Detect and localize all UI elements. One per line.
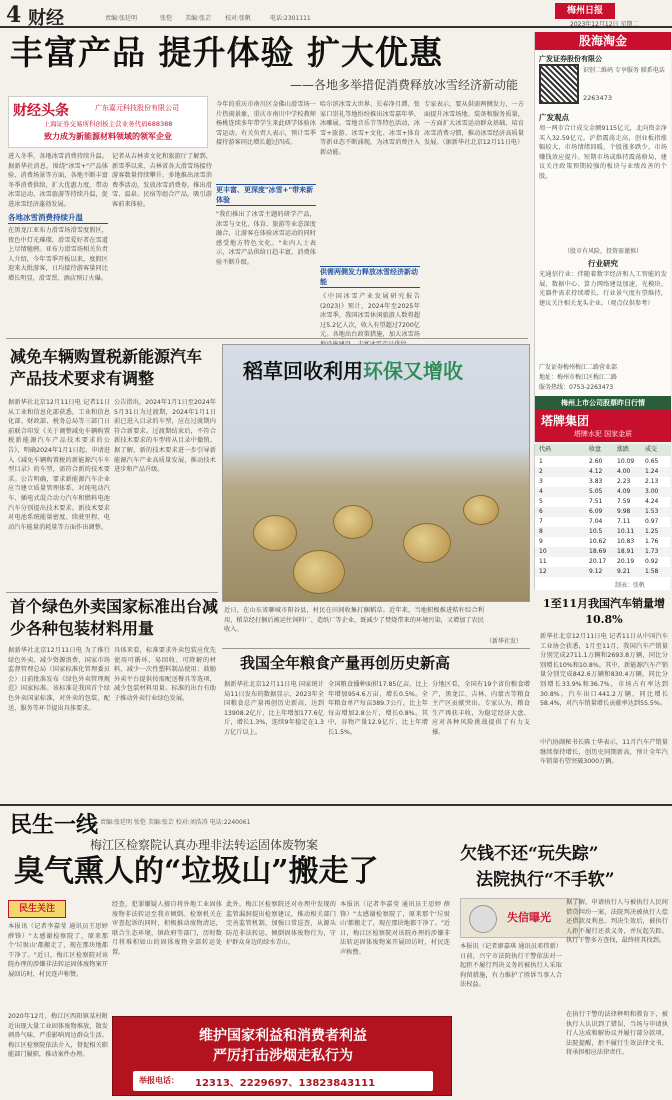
table-cell: 10 [539, 548, 547, 555]
table-cell: 1.73 [645, 548, 659, 555]
table-cell: 1.58 [645, 568, 659, 575]
table-cell: 10.11 [617, 528, 635, 535]
lower-body-1-cont: 本报讯（记者李嘉莹 通讯员王思婷 薛锋）"太感谢检察院了，原来那个'垃圾山'都搬走了，现在那块地都干净了。"近日，梅江区检察院对该院办理的涉嫌非法转运固体废物案开展回访时，村民连声称赞。 [340, 901, 450, 956]
tobacco-ad [112, 1016, 452, 1096]
right-headline-1: 欠钱不还“玩失踪” [460, 844, 599, 864]
ad-title-2: 严厉打击涉烟走私行为 [213, 1048, 353, 1064]
table-cell: 4.00 [617, 468, 631, 475]
qr-hint: 识别二维码 专享服务 联系电话 [583, 67, 665, 74]
car-body-2: 中汽协副秘书长陈士华表示，11月汽车产销量继续保持增长，创历史同期新高，预计全年汽车销量有望突破3000万辆。 [540, 739, 668, 766]
lead-body-1: 进入冬季，各地冰雪消费持续升温。据新华社消息，围绕"冰雪+"产品体验、消费场景等方面，各地不断丰富冬季消费供给，扩大优惠力度，带动冰雪运动、冰雪旅游等持续升温，促进冰雪经济蓬勃发展。 [8, 153, 108, 208]
table-cell: 2 [539, 468, 543, 475]
broker-footer-1: 广发证券梅州梅江二路营业部 [539, 364, 618, 371]
ad-phones: 12313、2229697、13823843111 [195, 1078, 376, 1089]
table-row [535, 537, 671, 547]
sponsor-box [8, 96, 208, 148]
table-cell: 9.98 [617, 508, 631, 515]
photo-caption: 近日，在山东省聊城市阳谷县，村民在田间收集打捆稻草。近年来，当地积极推进秸秆综合利用，稻草经打捆后被运往饲料厂、造纸厂等企业，既减少了焚烧带来的环境污染，又增加了农民收入。 [224, 607, 484, 634]
lead-body-2: 在黑龙江亚布力滑雪场滑雪度假区，夜色中灯光璀璨，滑雪爱好者在雪道上尽情驰骋。亚布力滑雪场相关负责人介绍，今年雪季开板以来，度假区迎来大批游客，日均接待游客量同比增长明显，滑雪票、酒店预订火爆。 [8, 227, 108, 282]
view-section: 广发观点 [539, 113, 569, 122]
table-cell: 20.19 [617, 558, 635, 565]
tax-body: 据新华社北京12月11日电 记者11日从工业和信息化部获悉，工业和信息化部、财政部、税务总局等三部门日前联合印发《关于调整减免车辆购置税新能源汽车产品技术要求的公告》，明确2024年1月1日起，申请进入《减免车辆购置税的新能源汽车车型目录》的车型，需符合新的技术要求。公告明确，要求新能源汽车企业应当建立质量管理体系，对纯电动汽车、插电式混合动力汽车和燃料电池汽车分别提出技术要求。新技术要求对电池系统能量密度、续驶里程、电动汽车能量消耗量等方面作出调整。 [8, 399, 110, 531]
divider [6, 338, 528, 339]
table-cell: 7.59 [617, 498, 631, 505]
table-cell: 1 [539, 458, 543, 465]
table-cell: 5 [539, 498, 543, 505]
view-text: 周一两市合计成交金额9115亿元，北向资金净买入32.59亿元。沪指震荡走高，创业板指涨幅较大，市场情绪回暖，个股涨多跌少，市场赚钱效应提升。短期市场或维持震荡格局，建议关注政策预期较强的板块与业绩改善的个股。 [539, 125, 667, 180]
table-cell: 1.25 [645, 528, 659, 535]
green-body: 据新华社北京12月11日电 为了推行绿色外卖、减少资源浪费，国家市场监督管理总局（国家标准化管理委员会）日前批准发布《绿色外卖管理规范》国家标准。该标准是我国首个绿色外卖国家标准，对外卖的包装、配送、服务等环节提出具体要求。 [8, 647, 110, 712]
col-code: 代码 [539, 446, 552, 453]
table-row [535, 457, 671, 467]
col-change: 涨跌 [617, 446, 630, 453]
lead-body-4: 今年的重庆市南川区金佛山滑雪场一片热闹景象，重庆市南川中学校教师杨桃连续多年带学生来此研学体验冰雪运动。有关负责人表示，预计雪季接待游客同比增长超过四成。 [216, 101, 316, 147]
price-table-title: 梅州上市公司股票昨日行情 [535, 396, 671, 410]
lower-body-1: 本报讯（记者李嘉莹 通讯员王思婷 薛锋）"太感谢检察院了，原来那个'垃圾山'都搬走了，现在那块地都干净了。"近日，梅江区检察院对该院办理的涉嫌非法转运固体废物案开展回访时，村民连声称赞。 [8, 923, 108, 978]
table-cell: 7.11 [617, 518, 631, 525]
lead-body-3: 记者从吉林省文化和旅游厅了解到，新雪季以来，吉林省各大滑雪场接待游客数量持续攀升。多地推出冰雪消费季活动，发放冰雪消费券，推出滑雪、温泉、民宿等组合产品，吸引游客前来体验。 [112, 153, 212, 208]
credit-tag: 失信曝光 [507, 911, 551, 924]
straw-bale [463, 495, 499, 525]
editor: 责编:张廷明 [105, 15, 138, 22]
table-cell: 4.24 [645, 498, 659, 505]
table-cell: 7 [539, 518, 543, 525]
table-cell: 9.21 [617, 568, 631, 575]
table-cell: 10.62 [589, 538, 607, 545]
table-cell: 4 [539, 488, 543, 495]
divider [6, 592, 218, 593]
credit-exposure-badge [460, 898, 580, 938]
table-cell: 6 [539, 508, 543, 515]
straw-bale [253, 515, 297, 551]
table-row [535, 557, 671, 567]
grain-title: 我国全年粮食产量再创历史新高 [240, 654, 451, 672]
table-cell: 20.17 [589, 558, 607, 565]
photo-credit: （新华社发） [486, 638, 523, 645]
table-cell: 4.12 [589, 468, 603, 475]
col-volume: 成交 [645, 446, 658, 453]
table-cell: 10.09 [617, 458, 635, 465]
building-icon [469, 905, 497, 933]
checker: 校对:张帆 [225, 15, 252, 22]
lead-body-7: 《中国冰雪产业发展研究报告(2023)》预计，2024年至2025年冰雪季，我国冰雪休闲旅游人数将超过5.2亿人次，收入有望超过7200亿元。各地出台政策措施，加大冰雪场 [320, 293, 420, 339]
table-cell: 18.91 [617, 548, 635, 555]
table-cell: 12 [539, 568, 547, 575]
broker-footer-2: 地址：梅州市梅江区梅江二路 [539, 374, 618, 381]
table-cell: 8 [539, 528, 543, 535]
table-cell: 18.69 [589, 548, 607, 555]
table-row [535, 547, 671, 557]
table-row [535, 467, 671, 477]
section-rule [0, 804, 672, 806]
phone: 电话:2301111 [270, 15, 311, 22]
tax-body-2: 公告指出，2024年1月1日至2024年5月31日为过渡期，2024年1月1日前已进入目录的车型，应在过渡期内符合新要求。过渡期结束后，不符合新技术要求的车型将从目录中撤销。据了解，新的技术要求进一步引导新能源汽车产业高质量发展，推动技术进步和产品升级。 [114, 399, 216, 474]
table-cell: 7.51 [589, 498, 603, 505]
broker-name: 广发证券股份有限公 [539, 55, 602, 63]
lead-subhead-1: 各地冰雪消费持续升温 [8, 212, 108, 224]
column-tag: 财经头条 [13, 103, 69, 119]
broker-footer-3: 服务热线：0753-2263473 [539, 384, 614, 391]
section-name: 财经 [28, 8, 64, 29]
table-cell: 2.23 [617, 478, 631, 485]
table-cell: 2.13 [645, 478, 659, 485]
photo-title-2: 环保又增收 [363, 359, 463, 383]
sponsor-slogan-2: 致力成为新能源材料领域的领军企业 [44, 132, 172, 141]
right-body-3: 在执行干警的法律释明和教育下，被执行人认识到了错误，当场与申请执行人达成和解协议并履行部分款项。法院提醒，拒不履行生效法律文书，将承担相应法律责任。 [566, 1011, 668, 1057]
straw-bale [403, 523, 451, 563]
table-row [535, 527, 671, 537]
right-body-2: 据了解，申请执行人与被执行人民间借贷纠纷一案，法院判决被执行人偿还借款及利息。判决生效后，被执行人拒不履行还款义务，并玩起失踪。执行干警多方查找，最终将其找到。 [566, 899, 668, 945]
green-title: 首个绿色外卖国家标准出台减少各种包装材料用量 [10, 597, 219, 638]
lower-editor: 责编:张廷明 张恺 美编:张芸 校对:刘浩涛 电话:2240061 [100, 819, 251, 826]
table-cell: 3 [539, 478, 543, 485]
research-text: 光通信行业：伴随着数字经济和人工智能的发展，数据中心、算力网络建设加速，光模块、光器件需求持续增长，行业景气度有望维持，建议关注相关龙头企业。（观点仅供参考） [539, 271, 667, 307]
lower-body-3: 经查，犯罪嫌疑人擅自将外地工业固体废物非法转运至我市倾倒。检察机关在审查起诉的同时，积极推动废物清运，联合生态环境、镇政府等部门，历时数月将堆积如山的固体废物全部转运处置。 [112, 901, 222, 956]
lead-subhead-2: 更丰富、更深度"冰雪+"带来新体验 [216, 184, 316, 206]
risk-disclaimer: （股市有风险，投资需谨慎） [563, 248, 642, 255]
table-note: 制表：张帆 [615, 582, 646, 589]
tax-title: 减免车辆购置税新能源汽车产品技术要求有调整 [10, 347, 203, 388]
straw-bale [333, 505, 373, 539]
table-cell: 4.09 [617, 488, 631, 495]
sponsor-name: 广东嘉元科技股份有限公司 [95, 104, 179, 112]
table-row [535, 567, 671, 577]
table-row [535, 477, 671, 487]
table-cell: 1.24 [645, 468, 659, 475]
car-title: 1至11月我国汽车销量增10.8% [543, 597, 665, 626]
table-cell: 10.5 [589, 528, 603, 535]
tapai-name: 塔牌集团 [541, 414, 590, 428]
right-headline-2: 法院执行“不手软” [476, 870, 615, 890]
price-table [534, 444, 670, 590]
qr-code-icon [539, 64, 579, 104]
lead-body-5: "我们推出了冰雪主题的研学产品，冰雪与文化、体育、旅游等业态深度融合，让游客在体验冰雪运动的同时感受地方特色文化。"业内人士表示，冰雪产品供给日趋丰富，消费体验不断升级。 [216, 211, 316, 266]
table-row [535, 497, 671, 507]
page-number: 4 [6, 2, 22, 28]
table-row [535, 487, 671, 497]
proofreader: 美编:张芸 [185, 15, 212, 22]
lower-section: 民生一线 [10, 812, 99, 838]
lower-body-4: 此外，梅江区检察院还对办理中发现的监管漏洞提出检察建议，推动相关部门完善监管机制，加强日常巡查，从源头防范非法转运、倾倒固体废物行为，守护群众身边的绿水青山。 [226, 901, 336, 947]
paper-logo: 梅州日报 [555, 3, 615, 19]
photo-title-1: 稻草回收利用 [243, 359, 363, 383]
stock-sidebar [534, 32, 670, 442]
table-cell: 1.53 [645, 508, 659, 515]
table-cell: 9 [539, 538, 543, 545]
price-table-header [535, 444, 671, 456]
table-cell: 9.12 [589, 568, 603, 575]
table-cell: 6.09 [589, 508, 603, 515]
divider [222, 648, 530, 649]
broker-phone: 2263473 [583, 94, 612, 102]
green-body-2: 具体来看，标准要求外卖包装应优先使用可循环、易回收、可降解的材料，减少一次性塑料制品使用；鼓励外卖平台提供按需配送餐具等选项，减少包装材料用量。标准的出台有助于推动外卖行业绿色发展。 [114, 647, 216, 702]
table-cell: 10.83 [617, 538, 635, 545]
ad-title-1: 维护国家利益和消费者利益 [199, 1028, 367, 1044]
grain-body-2: 全国粮食播种面积17.85亿亩，比上年增加954.6万亩，增长0.5%。全年粮食单产每亩389.7公斤，比上年每亩增加2.8公斤，增长0.8%。其中，谷物产量12.9亿斤，比上年增长1.5%。 [328, 681, 428, 736]
table-cell: 11 [539, 558, 547, 565]
tapai-slogan: 塔牌水泥 国家金质 [573, 430, 633, 438]
table-cell: 0.97 [645, 518, 659, 525]
lead-headline: 丰富产品 提升体验 扩大优惠 [10, 33, 443, 72]
table-row [535, 507, 671, 517]
lower-body-2: 2020年12月，梅江区西阳镇某村附近出现大量工业固体废物堆放，散发刺鼻气味，严重影响周边群众生活。梅江区检察院依法介入，督促相关职能部门履职，推动案件办理。 [8, 1013, 108, 1059]
table-cell: 7.04 [589, 518, 603, 525]
car-body: 新华社北京12月11日电 记者11日从中国汽车工业协会获悉，1月至11月，我国汽车产销量分别完成2711.1万辆和2693.8万辆，同比分别增长10%和10.8%。其中，新能源汽车产销量分别完成842.6万辆和830.4万辆，同比分别增长33.9%和36.7%，市场占有率达到30.8%。汽车出口441.2万辆，同比增长58.4%，对汽车销量增长贡献率达到55.5%。 [540, 633, 668, 708]
table-cell: 1.76 [645, 538, 659, 545]
page-header [0, 0, 672, 28]
issue-date: 2023年12月12日 星期二 [570, 21, 639, 28]
lead-subhead-3: 供需两侧发力释放冰雪经济新动能 [320, 268, 418, 286]
lead-subheadline: ——各地多举措促消费释放冰雪经济新动能 [290, 78, 519, 92]
lead-body-8: 专家表示，要从供需两侧发力，一方面提升冰雪场地、装备和服务质量，一方面扩大冰雪运动群众基础，培育冰雪消费习惯，推动冰雪经济高质量发展。（据新华社北京12月11日电） [424, 101, 524, 147]
table-row [535, 517, 671, 527]
table-cell: 3.83 [589, 478, 603, 485]
grain-body: 据新华社北京12月11日电 国家统计局11日发布的数据显示，2023年全国粮食总产量再创历史新高，达到13908.2亿斤，比上年增加177.6亿斤，增长1.3%，连续9年稳定在1.3万亿斤以上。 [224, 681, 324, 736]
livelihood-tag: 民生关注 [8, 900, 66, 918]
straw-photo [222, 344, 530, 602]
ad-phone-bar [133, 1071, 433, 1091]
lead-body-6: 哈尔滨冰雪大世界、长春净月潭、张家口崇礼等地纷纷推出冰雪嘉年华、冰雕展、雪地音乐节等特色活动，冰雪+旅游、冰雪+文化、冰雪+体育等新业态不断涌现，为冰雪消费注入新动能。 [320, 101, 420, 156]
ad-phone-label: 举报电话： [139, 1076, 179, 1085]
stock-banner: 股海淘金 [535, 32, 671, 50]
table-cell: 2.60 [589, 458, 603, 465]
table-cell: 0.92 [645, 558, 659, 565]
research-section: 行业研究 [588, 259, 618, 268]
table-cell: 3.00 [645, 488, 659, 495]
tapai-banner [535, 410, 671, 442]
table-cell: 0.65 [645, 458, 659, 465]
sponsor-slogan-1: 上海证券交易所科创板主营业务代码688388 [43, 120, 173, 128]
grain-body-3: 分地区看，全国有19个省份粮食增产，黑龙江、吉林、内蒙古等粮食主产区贡献突出。专家认为，粮食生产再获丰收，为稳定经济大盘、应对各种风险挑战提供了有力支撑。 [432, 681, 530, 736]
straw-bale [293, 550, 345, 594]
designer: 张恺 [160, 15, 173, 22]
right-body-1: 本报讯（记者廖嘉琪 通讯员邓伟新）日前，兴宁市法院执行干警依法对一起拒不履行判决义务的被执行人采取拘留措施，有力维护了胜诉当事人合法权益。 [460, 943, 562, 989]
table-cell: 5.05 [589, 488, 603, 495]
lower-kicker: 梅江区检察院认真办理非法转运固体废物案 [90, 838, 319, 852]
col-close: 收盘 [589, 446, 602, 453]
lower-headline: 臭气熏人的“垃圾山”搬走了 [14, 854, 379, 889]
